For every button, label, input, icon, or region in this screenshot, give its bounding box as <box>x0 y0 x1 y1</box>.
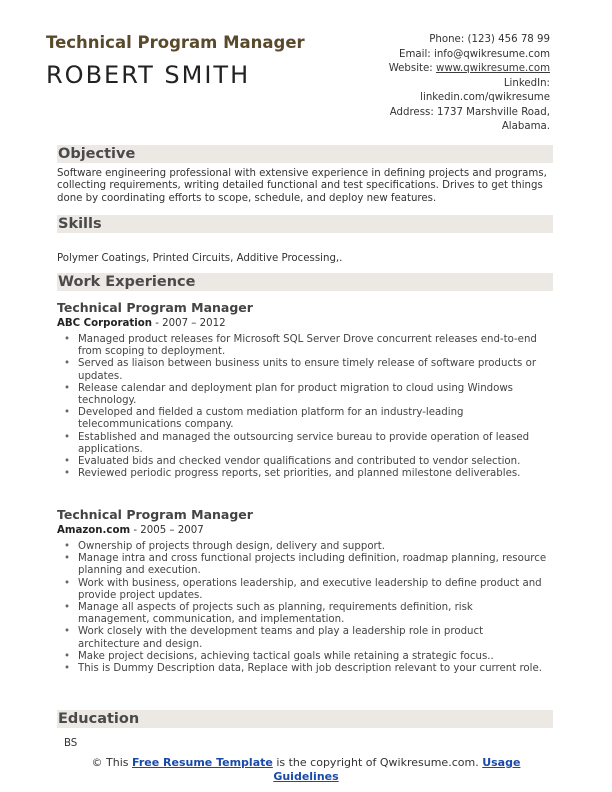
job-role: Technical Program Manager <box>57 507 253 522</box>
work-experience-section-header <box>57 273 553 291</box>
contact-email <box>330 48 550 63</box>
job-dates: - 2005 – 2007 <box>130 525 204 536</box>
objective-section-header <box>57 145 553 163</box>
list-item: • Established and managed the outsourcing service bureau to provide operation of leased applications. <box>57 432 547 456</box>
list-item: • Served as liaison between business units to ensure timely release of software products or updates. <box>57 358 547 382</box>
skills-title: Skills <box>58 216 102 232</box>
objective-line: collecting requirements, writing detailed functional and test specifications. Drives to get things <box>57 180 543 192</box>
website-label: Website: <box>388 63 433 74</box>
education-title: Education <box>58 711 140 727</box>
objective-line: done by coordinating efforts to scope, schedule, and deploy new features. <box>57 192 437 204</box>
candidate-name: ROBERT SMITH <box>46 61 251 89</box>
email-value: info@qwikresume.com <box>433 48 550 60</box>
skills-section-header <box>57 215 553 233</box>
list-item: • Ownership of projects through design, delivery and support. <box>57 541 547 553</box>
footer-middle: is the copyright of Qwikresume.com. <box>272 756 483 769</box>
linkedin-label: LinkedIn: <box>503 77 550 89</box>
address-line-2: Alabama. <box>501 121 550 132</box>
company-name: ABC Corporation <box>57 318 152 329</box>
job-entry-header <box>57 300 547 329</box>
contact-phone <box>330 33 550 48</box>
list-item: • Release calendar and deployment plan for product migration to cloud using Windows technology. <box>57 383 547 407</box>
objective-title: Objective <box>58 146 136 162</box>
footer-line-1 <box>0 756 612 770</box>
list-item: • Work with business, operations leadership, and executive leadership to define product and provide project updates. <box>57 578 547 602</box>
job-role: Technical Program Manager <box>57 300 253 315</box>
job-company-dates <box>57 525 547 536</box>
email-label: Email: <box>399 48 431 60</box>
objective-text <box>57 168 547 205</box>
list-item: • Managed product releases for Microsoft SQL Server Drove concurrent releases end-to-end from scoping to deployment. <box>57 334 547 358</box>
footer-line-2 <box>0 770 612 784</box>
phone-value: (123) 456 78 99 <box>467 34 550 45</box>
list-item: • This is Dummy Description data, Replace with job description relevant to your current role. <box>57 663 547 675</box>
job-dates: - 2007 – 2012 <box>151 318 226 329</box>
address-label: Address: <box>389 106 434 118</box>
skills-text: Polymer Coatings, Printed Circuits, Additive Processing,. <box>57 253 343 264</box>
company-name: Amazon.com <box>57 525 131 536</box>
contact-info <box>330 33 550 135</box>
job-entry-header <box>57 507 547 536</box>
resume-header <box>46 33 552 132</box>
list-item: • Make project decisions, achieving tactical goals while retaining a strategic focus.. <box>57 651 547 663</box>
address-line-1: 1737 Marshville Road, <box>437 106 550 118</box>
list-item: • Developed and fielded a custom mediation platform for an industry-leading telecommunications company. <box>57 407 547 431</box>
job-title: Technical Program Manager <box>46 33 305 52</box>
work-experience-title: Work Experience <box>58 274 196 290</box>
job-company-dates <box>57 318 547 329</box>
website-link[interactable]: www.qwikresume.com <box>435 63 550 74</box>
usage-guidelines-link-part1[interactable]: Usage <box>482 756 521 769</box>
list-item: • Manage all aspects of projects such as planning, requirements definition, risk management, communication, and implementation. <box>57 602 547 626</box>
education-section-header <box>57 710 553 728</box>
footer-prefix: © This <box>91 756 133 769</box>
education-text: BS <box>64 738 78 749</box>
free-resume-template-link[interactable]: Free Resume Template <box>132 756 273 769</box>
job-bullets <box>57 541 547 675</box>
job-bullets <box>57 334 547 480</box>
contact-address <box>330 106 550 121</box>
usage-guidelines-link-part2[interactable]: Guidelines <box>273 770 339 783</box>
phone-label: Phone: <box>429 34 465 45</box>
objective-line: Software engineering professional with extensive experience in defining projects and programs, <box>57 168 547 179</box>
contact-website <box>330 62 550 77</box>
copyright-footer <box>0 756 612 784</box>
list-item: • Evaluated bids and checked vendor qualifications and contributed to vendor selection. <box>57 456 547 468</box>
list-item: • Manage intra and cross functional projects including definition, roadmap planning, resource planning and execution. <box>57 553 547 577</box>
list-item: • Work closely with the development teams and play a leadership role in product architecture and design. <box>57 626 547 650</box>
linkedin-value: linkedin.com/qwikresume <box>420 92 550 103</box>
list-item: • Reviewed periodic progress reports, set priorities, and planned milestone deliverables. <box>57 468 547 480</box>
